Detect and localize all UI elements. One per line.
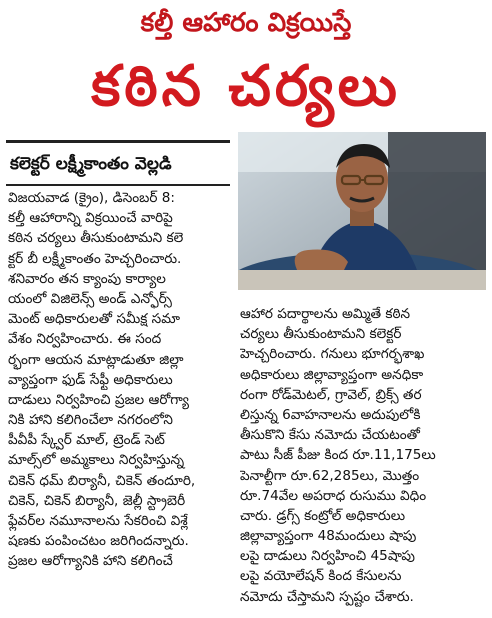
- article-line: శనివారం తన క్యాంపు కార్యాల: [8, 270, 166, 287]
- article-line: క్టర్ బీ లక్ష్మీకాంతం హెచ్చరించారు.: [8, 250, 182, 267]
- collector-photo-illustration: [238, 132, 486, 290]
- article-line: ప్రజల ఆరోగ్యానికి హాని కలిగించే: [8, 553, 173, 570]
- article-column-1: [8, 188, 230, 614]
- article-line: షణకు పంపించటం జరిగిందన్నారు.: [8, 533, 189, 550]
- article-line: చికెన్ ధమ్ బిర్యానీ, చికెన్ తందూరి,: [8, 472, 196, 489]
- article-line: దాడులు నిర్వహించి ప్రజల ఆరోగ్యా: [8, 391, 189, 408]
- headline: కఠిన చర్యలు: [91, 54, 401, 119]
- article-line: పెనాల్టీగా రూ.62,285లు, మొత్తం: [240, 467, 420, 484]
- subhead-rule-top: [6, 140, 230, 143]
- article-line: పాటు సీజ్ పీజు కింద రూ.11,175లు: [240, 447, 436, 464]
- article-line: యంలో విజిలెన్స్ అండ్ ఎన్ఫోర్స్: [8, 290, 172, 307]
- article-line: తీసుకొని కేసు నమోదు చేయటంతో: [240, 427, 420, 444]
- article-line: చర్యలు తీసుకుంటామని కలెక్టర్: [240, 326, 402, 343]
- article-line: పీవీపీ స్క్వేర్ మాల్, ట్రెండ్ సెట్: [8, 432, 165, 449]
- article-line: లపై వయోలేషన్ కింద కేసులను: [240, 568, 402, 585]
- article-line: లపై దాడులు నిర్వహించి 45షాపు: [240, 548, 415, 565]
- article-line: చికెన్, చికెన్ బిర్యానీ, జెల్లీ స్ట్రాబెరీ: [8, 492, 186, 509]
- subhead-rule-bottom: [6, 184, 230, 186]
- article-line: విజయవాడ (క్రైం), డిసెంబర్ 8:: [8, 190, 175, 206]
- kicker: కల్తీ ఆహారం విక్రయిస్తే: [140, 8, 352, 38]
- article-line: మాల్స్‌లో అమ్మకాలు నిర్వహిస్తున్న: [8, 452, 185, 469]
- article-line: రూ.74వేల అపరాధ రుసుము విధిం: [240, 487, 427, 504]
- article-line: నికి హాని కలిగించేలా నగరంలోని: [8, 412, 173, 429]
- collector-photo: [238, 132, 486, 290]
- article-line: రంగా రోడ్‌మెటల్, గ్రావెల్, బ్రిక్స్ తర: [240, 386, 422, 403]
- article-line: ఆహార పదార్థాలను అమ్మితే కఠిన: [240, 306, 411, 322]
- subheadline: కలెక్టర్ లక్ష్మీకాంతం వెల్లడి: [10, 154, 172, 174]
- article-line: ఫ్లేవర్‌ల నమూనాలను సేకరించి విశ్లే: [8, 513, 188, 529]
- article-line: చారు. డ్రగ్స్ కంట్రోల్ అధికారులు: [240, 507, 406, 524]
- article-line: జిల్లావ్యాప్తంగా 48మందులు షాపు: [240, 528, 417, 545]
- article-line: ర్భంగా ఆయన మాట్లాడుతూ జిల్లా: [8, 351, 184, 368]
- article-line: వ్యాప్తంగా ఫుడ్ సేఫ్టీ అధికారులు: [8, 371, 173, 388]
- article-line: అధికారులు జిల్లావ్యాప్తంగా అనధికా: [240, 366, 424, 383]
- article-line: లిస్తున్న 6వాహనాలను అదుపులోకి: [240, 406, 421, 423]
- article-line: కల్తీ ఆహారాన్ని విక్రయించే వారిపై: [8, 210, 173, 227]
- article-column-2: [240, 304, 484, 614]
- article-line: మెంట్ అధికారులతో సమీక్ష సమా: [8, 311, 180, 328]
- article-line: నమోదు చేస్తామని స్పష్టం చేశారు.: [240, 588, 414, 605]
- article-line: వేశం నిర్వహించారు. ఈ సంద: [8, 331, 162, 348]
- article-line: హెచ్చరించారు. గనులు భూగర్భశాఖ: [240, 346, 425, 363]
- article-line: కఠిన చర్యలు తీసుకుంటామని కలె: [8, 230, 184, 247]
